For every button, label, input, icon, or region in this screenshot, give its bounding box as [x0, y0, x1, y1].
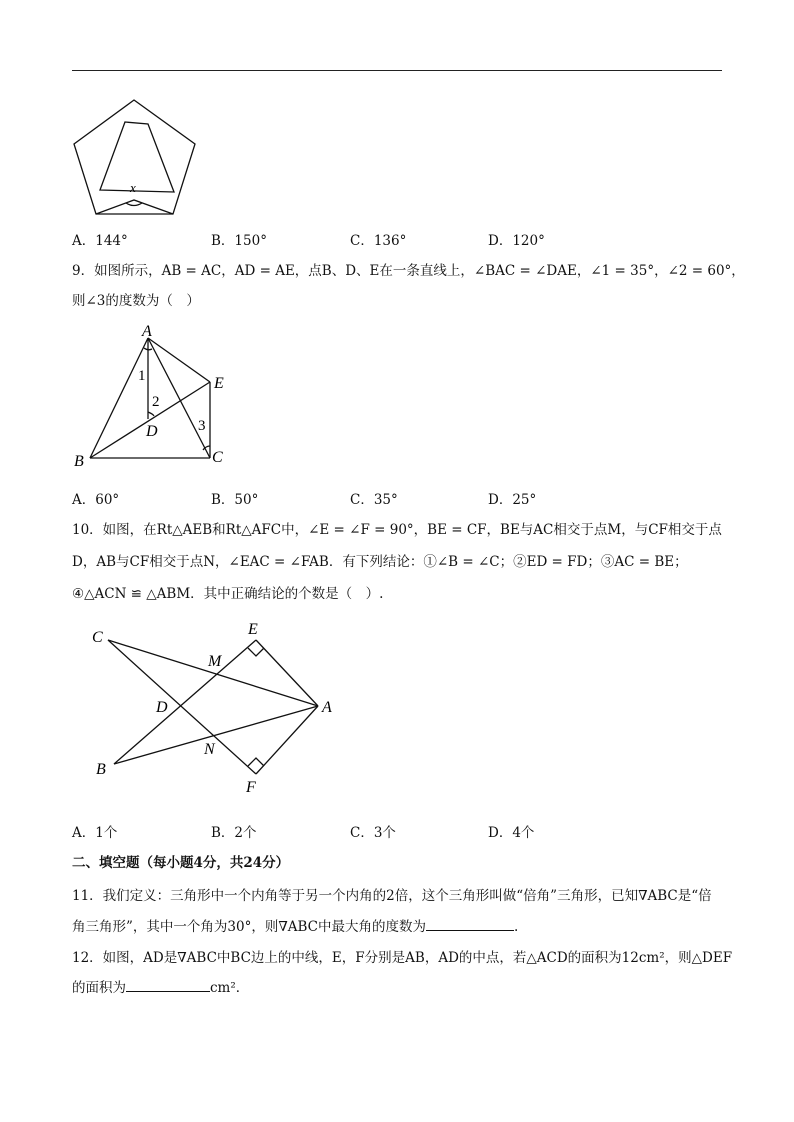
q9-angle-1: 1: [138, 368, 146, 384]
q9-label-b: B: [74, 453, 84, 470]
q10-option-a[interactable]: A．1个: [72, 825, 118, 841]
q8-pentagon-figure: [70, 96, 200, 218]
section-2-title: 二、填空题（每小题4分，共24分）: [72, 855, 290, 871]
q12-answer-blank[interactable]: [126, 979, 210, 992]
q8-option-a[interactable]: A．144°: [72, 233, 128, 249]
q9-angle-2: 2: [152, 394, 160, 410]
q10-triangles-figure: [86, 618, 346, 796]
q9-label-e: E: [214, 375, 224, 392]
q9-option-a[interactable]: A．60°: [72, 492, 120, 508]
q10-label-d: D: [156, 699, 168, 716]
q9-question-line-1: 9．如图所示，AB = AC，AD = AE，点B、D、E在一条直线上，∠BAC = ∠DAE，∠1 = 35°，∠2 = 60°，: [72, 263, 745, 279]
q9-angle-3: 3: [198, 418, 206, 434]
q10-option-b[interactable]: B．2个: [211, 825, 257, 841]
q11-question-line-1: 11．我们定义：三角形中一个内角等于另一个内角的2倍，这个三角形叫做“倍角”三角形，已知∇ABC是“倍: [72, 888, 712, 904]
q9-option-b[interactable]: B．50°: [211, 492, 259, 508]
q12-text-before-blank: 的面积为: [72, 980, 126, 996]
q9-label-c: C: [212, 449, 223, 466]
q10-question-line-3: ④△ACN ≌ △ABM．其中正确结论的个数是（ ）.: [72, 586, 384, 602]
quadrilateral-shape: [100, 122, 174, 192]
q10-label-a: A: [322, 699, 332, 716]
q9-option-d[interactable]: D．25°: [488, 492, 537, 508]
q10-option-d[interactable]: D．4个: [488, 825, 535, 841]
q12-text-after-blank: cm²．: [210, 980, 250, 996]
q9-label-a: A: [142, 323, 152, 340]
q9-label-d: D: [146, 423, 158, 440]
q10-label-f: F: [246, 779, 256, 796]
q8-angle-label: x: [130, 180, 136, 195]
q10-question-line-2: D，AB与CF相交于点N，∠EAC = ∠FAB．有下列结论：①∠B = ∠C；②ED = FD；③AC = BE；: [72, 554, 688, 570]
q11-text-before-blank: 角三角形”，其中一个角为30°，则∇ABC中最大角的度数为: [72, 919, 427, 935]
q10-label-b: B: [96, 761, 106, 778]
q10-label-c: C: [92, 629, 103, 646]
q11-text-after-blank: .: [514, 919, 519, 935]
pentagon-shape: [74, 100, 195, 214]
q8-option-d[interactable]: D．120°: [488, 233, 545, 249]
q11-answer-blank[interactable]: [426, 918, 514, 931]
header-rule: [72, 70, 722, 71]
q10-label-m: M: [208, 653, 222, 670]
q8-option-c[interactable]: C．136°: [350, 233, 407, 249]
q8-option-b[interactable]: B．150°: [211, 233, 267, 249]
q12-question-line-1: 12．如图，AD是∇ABC中BC边上的中线，E，F分别是AB，AD的中点，若△ACD的面积为12cm²，则△DEF: [72, 950, 733, 966]
q10-label-n: N: [204, 741, 215, 758]
q10-question-line-1: 10．如图，在Rt△AEB和Rt△AFC中，∠E = ∠F = 90°，BE = CF，BE与AC相交于点M，与CF相交于点: [72, 522, 722, 538]
q10-label-e: E: [248, 621, 258, 638]
q9-option-c[interactable]: C．35°: [350, 492, 398, 508]
q9-question-line-2: 则∠3的度数为（ ）: [72, 293, 200, 309]
q11-question-line-2: [72, 915, 518, 935]
q12-question-line-2: [72, 976, 249, 996]
q9-triangle-figure: [70, 322, 240, 472]
q10-option-c[interactable]: C．3个: [350, 825, 396, 841]
